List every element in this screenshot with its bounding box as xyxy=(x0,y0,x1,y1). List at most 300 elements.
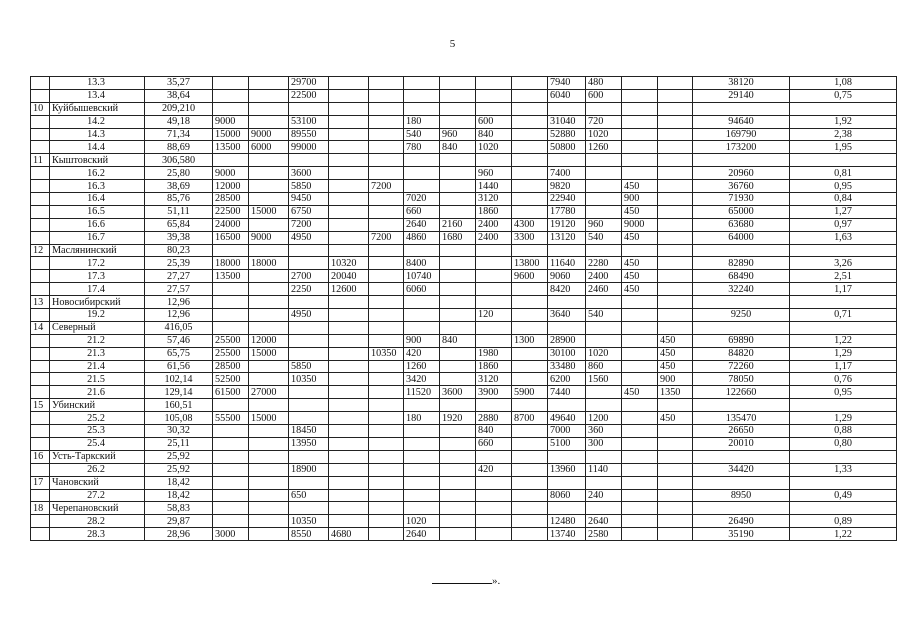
table-cell xyxy=(404,89,440,102)
table-cell xyxy=(622,167,658,180)
table-cell: 960 xyxy=(586,218,622,231)
table-cell: 13800 xyxy=(512,257,548,270)
table-cell: 12 xyxy=(31,244,50,257)
table-cell xyxy=(512,283,548,296)
table-cell: 1980 xyxy=(476,347,512,360)
table-cell xyxy=(213,102,249,115)
table-cell: 38,69 xyxy=(145,180,213,193)
table-cell xyxy=(404,321,440,334)
table-cell: 7200 xyxy=(369,180,404,193)
table-cell: 35190 xyxy=(693,528,790,541)
table-cell: 28500 xyxy=(213,360,249,373)
table-row xyxy=(31,167,897,180)
table-cell: 900 xyxy=(658,373,693,386)
table-cell: 10350 xyxy=(289,373,329,386)
table-cell xyxy=(329,193,369,206)
table-cell xyxy=(790,321,897,334)
table-cell xyxy=(329,77,369,90)
table-cell: 840 xyxy=(440,334,476,347)
table-cell: 65000 xyxy=(693,205,790,218)
table-cell xyxy=(249,218,289,231)
table-cell: 3600 xyxy=(289,167,329,180)
table-row xyxy=(31,528,897,541)
table-cell xyxy=(622,373,658,386)
table-cell: 25,11 xyxy=(145,437,213,450)
table-cell xyxy=(249,283,289,296)
table-cell: 540 xyxy=(586,231,622,244)
table-cell xyxy=(31,205,50,218)
table-cell xyxy=(658,115,693,128)
table-cell xyxy=(369,205,404,218)
table-cell: 1020 xyxy=(586,128,622,141)
table-cell: 33480 xyxy=(548,360,586,373)
table-cell: 1300 xyxy=(512,334,548,347)
table-cell xyxy=(249,167,289,180)
table-cell xyxy=(658,399,693,412)
table-cell: 3120 xyxy=(476,193,512,206)
table-cell: 450 xyxy=(622,270,658,283)
table-cell xyxy=(31,425,50,438)
table-cell: 18000 xyxy=(213,257,249,270)
table-cell xyxy=(476,257,512,270)
table-cell xyxy=(658,218,693,231)
table-cell: 5850 xyxy=(289,360,329,373)
table-cell xyxy=(404,296,440,309)
table-cell: 15000 xyxy=(249,205,289,218)
table-cell xyxy=(548,399,586,412)
table-cell xyxy=(658,321,693,334)
table-cell: 3640 xyxy=(548,309,586,322)
table-cell: 52500 xyxy=(213,373,249,386)
table-cell: 84820 xyxy=(693,347,790,360)
table-cell: 0,97 xyxy=(790,218,897,231)
table-cell: 1,29 xyxy=(790,347,897,360)
table-cell xyxy=(329,115,369,128)
table-cell: 0,75 xyxy=(790,89,897,102)
table-row xyxy=(31,231,897,244)
table-cell xyxy=(693,154,790,167)
table-cell xyxy=(548,502,586,515)
table-cell xyxy=(693,321,790,334)
table-cell: 102,14 xyxy=(145,373,213,386)
table-cell xyxy=(440,399,476,412)
table-cell xyxy=(476,502,512,515)
table-cell xyxy=(31,463,50,476)
table-cell: 9250 xyxy=(693,309,790,322)
table-cell: 14.3 xyxy=(50,128,145,141)
table-cell: 88,69 xyxy=(145,141,213,154)
table-cell xyxy=(476,528,512,541)
table-cell: 16500 xyxy=(213,231,249,244)
table-cell xyxy=(658,205,693,218)
table-cell: 1860 xyxy=(476,205,512,218)
table-cell: 24000 xyxy=(213,218,249,231)
table-cell xyxy=(404,102,440,115)
table-cell: Убинский xyxy=(50,399,145,412)
table-cell: 11 xyxy=(31,154,50,167)
table-cell: 12000 xyxy=(249,334,289,347)
table-cell: 7000 xyxy=(548,425,586,438)
table-cell: 12,96 xyxy=(145,296,213,309)
table-cell xyxy=(329,309,369,322)
table-cell xyxy=(790,244,897,257)
table-cell xyxy=(329,373,369,386)
table-cell xyxy=(289,412,329,425)
table-cell: 20010 xyxy=(693,437,790,450)
table-row xyxy=(31,425,897,438)
table-cell xyxy=(658,309,693,322)
table-cell xyxy=(512,193,548,206)
table-cell: 1260 xyxy=(586,141,622,154)
table-cell xyxy=(369,373,404,386)
table-cell xyxy=(548,244,586,257)
table-cell: 13.4 xyxy=(50,89,145,102)
table-cell: 2640 xyxy=(404,528,440,541)
table-cell: 8060 xyxy=(548,489,586,502)
table-cell xyxy=(404,450,440,463)
table-cell: 18900 xyxy=(289,463,329,476)
table-cell xyxy=(440,257,476,270)
table-cell: 10320 xyxy=(329,257,369,270)
table-cell xyxy=(440,373,476,386)
table-cell: 16.7 xyxy=(50,231,145,244)
table-cell: 780 xyxy=(404,141,440,154)
table-cell: 450 xyxy=(622,257,658,270)
table-cell xyxy=(289,476,329,489)
table-cell: 10350 xyxy=(289,515,329,528)
table-cell: 27.2 xyxy=(50,489,145,502)
table-cell: 3420 xyxy=(404,373,440,386)
table-cell: 9820 xyxy=(548,180,586,193)
table-cell xyxy=(404,167,440,180)
district-row xyxy=(31,502,897,515)
table-cell: 480 xyxy=(586,77,622,90)
table-cell xyxy=(548,450,586,463)
table-cell: 2280 xyxy=(586,257,622,270)
table-cell: 69890 xyxy=(693,334,790,347)
table-cell xyxy=(369,218,404,231)
table-cell xyxy=(249,77,289,90)
table-cell xyxy=(213,399,249,412)
table-row xyxy=(31,77,897,90)
table-cell xyxy=(369,476,404,489)
table-cell xyxy=(369,309,404,322)
table-cell xyxy=(790,450,897,463)
table-row xyxy=(31,347,897,360)
table-cell: 94640 xyxy=(693,115,790,128)
table-cell: 14.4 xyxy=(50,141,145,154)
table-cell: 13740 xyxy=(548,528,586,541)
table-cell xyxy=(249,296,289,309)
table-cell: 6040 xyxy=(548,89,586,102)
table-cell xyxy=(622,296,658,309)
table-cell: 1,17 xyxy=(790,283,897,296)
table-cell xyxy=(249,489,289,502)
table-cell xyxy=(622,347,658,360)
table-cell: 29700 xyxy=(289,77,329,90)
table-cell: 26.2 xyxy=(50,463,145,476)
table-cell: 16.4 xyxy=(50,193,145,206)
table-cell: 12480 xyxy=(548,515,586,528)
table-cell: 1020 xyxy=(476,141,512,154)
table-cell: 1,22 xyxy=(790,334,897,347)
table-cell xyxy=(329,360,369,373)
table-cell xyxy=(31,77,50,90)
table-cell xyxy=(329,463,369,476)
table-cell: 2400 xyxy=(476,218,512,231)
table-cell xyxy=(369,193,404,206)
table-cell: 89550 xyxy=(289,128,329,141)
table-cell xyxy=(31,528,50,541)
table-cell xyxy=(440,283,476,296)
table-cell: 2700 xyxy=(289,270,329,283)
table-cell xyxy=(476,515,512,528)
table-cell: 450 xyxy=(622,386,658,399)
table-cell xyxy=(440,502,476,515)
table-cell xyxy=(622,154,658,167)
table-cell: 15 xyxy=(31,399,50,412)
table-cell xyxy=(586,386,622,399)
table-cell xyxy=(586,154,622,167)
table-cell xyxy=(249,193,289,206)
table-cell xyxy=(369,141,404,154)
table-cell xyxy=(440,180,476,193)
table-cell xyxy=(622,321,658,334)
table-cell xyxy=(249,463,289,476)
table-cell: 860 xyxy=(586,360,622,373)
table-cell: 4950 xyxy=(289,309,329,322)
table-cell: 840 xyxy=(476,425,512,438)
table-cell xyxy=(693,296,790,309)
table-cell: 17.4 xyxy=(50,283,145,296)
table-cell xyxy=(622,437,658,450)
table-cell: 0,84 xyxy=(790,193,897,206)
table-cell: 1020 xyxy=(404,515,440,528)
table-cell xyxy=(289,154,329,167)
table-cell xyxy=(369,296,404,309)
table-cell xyxy=(369,386,404,399)
table-cell xyxy=(369,528,404,541)
table-cell xyxy=(622,128,658,141)
table-cell xyxy=(622,360,658,373)
table-cell: 8700 xyxy=(512,412,548,425)
table-cell xyxy=(658,154,693,167)
table-cell xyxy=(693,399,790,412)
table-cell xyxy=(476,296,512,309)
table-cell xyxy=(249,476,289,489)
table-row xyxy=(31,89,897,102)
table-cell: 450 xyxy=(658,412,693,425)
table-cell xyxy=(440,360,476,373)
table-cell: 1020 xyxy=(586,347,622,360)
table-cell: 18,42 xyxy=(145,476,213,489)
district-row xyxy=(31,102,897,115)
table-row xyxy=(31,128,897,141)
table-cell xyxy=(586,102,622,115)
table-cell xyxy=(658,193,693,206)
table-cell xyxy=(369,244,404,257)
table-cell: 25,80 xyxy=(145,167,213,180)
table-cell xyxy=(31,386,50,399)
table-row xyxy=(31,334,897,347)
table-cell xyxy=(790,476,897,489)
table-cell: 600 xyxy=(586,89,622,102)
table-cell xyxy=(404,309,440,322)
table-cell xyxy=(440,437,476,450)
table-cell xyxy=(586,321,622,334)
table-cell xyxy=(440,528,476,541)
table-cell: 16.5 xyxy=(50,205,145,218)
table-cell: 10740 xyxy=(404,270,440,283)
table-cell: 840 xyxy=(440,141,476,154)
table-cell: 0,71 xyxy=(790,309,897,322)
table-cell: 19.2 xyxy=(50,309,145,322)
table-cell: 450 xyxy=(658,334,693,347)
table-cell: 28.2 xyxy=(50,515,145,528)
table-cell: 2400 xyxy=(476,231,512,244)
table-cell xyxy=(622,450,658,463)
table-row xyxy=(31,180,897,193)
table-cell xyxy=(790,102,897,115)
table-cell: 35,27 xyxy=(145,77,213,90)
table-cell: 82890 xyxy=(693,257,790,270)
table-cell: 173200 xyxy=(693,141,790,154)
table-cell xyxy=(369,489,404,502)
table-cell xyxy=(249,515,289,528)
table-cell: 1680 xyxy=(440,231,476,244)
table-cell xyxy=(512,347,548,360)
table-cell: 19120 xyxy=(548,218,586,231)
table-cell: 6060 xyxy=(404,283,440,296)
table-cell: 8400 xyxy=(404,257,440,270)
table-cell xyxy=(249,321,289,334)
table-cell: 17780 xyxy=(548,205,586,218)
table-cell xyxy=(586,193,622,206)
table-row xyxy=(31,386,897,399)
table-cell: 99000 xyxy=(289,141,329,154)
table-cell xyxy=(658,502,693,515)
table-cell: 180 xyxy=(404,412,440,425)
table-cell xyxy=(440,102,476,115)
table-cell xyxy=(31,489,50,502)
district-row xyxy=(31,450,897,463)
table-row xyxy=(31,489,897,502)
table-cell: 0,76 xyxy=(790,373,897,386)
table-cell xyxy=(31,128,50,141)
table-cell xyxy=(329,489,369,502)
table-cell: 1,08 xyxy=(790,77,897,90)
table-cell: 7400 xyxy=(548,167,586,180)
table-cell: 11640 xyxy=(548,257,586,270)
table-cell xyxy=(249,373,289,386)
table-cell: 21.2 xyxy=(50,334,145,347)
table-cell: 18,42 xyxy=(145,489,213,502)
table-cell: 2640 xyxy=(586,515,622,528)
table-cell xyxy=(658,463,693,476)
table-cell xyxy=(512,115,548,128)
table-cell: 300 xyxy=(586,437,622,450)
table-cell xyxy=(622,476,658,489)
table-cell: 63680 xyxy=(693,218,790,231)
table-cell: 0,80 xyxy=(790,437,897,450)
table-cell: 28500 xyxy=(213,193,249,206)
table-cell xyxy=(476,77,512,90)
table-cell xyxy=(31,193,50,206)
table-cell: 900 xyxy=(622,193,658,206)
table-cell xyxy=(512,141,548,154)
table-cell xyxy=(512,309,548,322)
table-cell xyxy=(369,257,404,270)
table-cell xyxy=(440,515,476,528)
table-row xyxy=(31,412,897,425)
table-cell: 1860 xyxy=(476,360,512,373)
table-cell xyxy=(31,360,50,373)
table-cell xyxy=(476,270,512,283)
table-cell: 10 xyxy=(31,102,50,115)
table-cell: 21.5 xyxy=(50,373,145,386)
table-cell: 306,580 xyxy=(145,154,213,167)
table-cell: 3120 xyxy=(476,373,512,386)
table-cell xyxy=(213,154,249,167)
table-cell xyxy=(658,476,693,489)
table-cell: 6000 xyxy=(249,141,289,154)
table-cell xyxy=(369,154,404,167)
table-cell: 1,33 xyxy=(790,463,897,476)
table-cell: 12000 xyxy=(213,180,249,193)
table-cell xyxy=(586,244,622,257)
table-cell: 2460 xyxy=(586,283,622,296)
table-cell xyxy=(404,180,440,193)
table-cell: 129,14 xyxy=(145,386,213,399)
table-cell: 2160 xyxy=(440,218,476,231)
table-cell xyxy=(404,77,440,90)
table-cell: 1260 xyxy=(404,360,440,373)
table-cell: 4860 xyxy=(404,231,440,244)
table-cell xyxy=(213,476,249,489)
table-cell xyxy=(369,450,404,463)
table-cell: 7020 xyxy=(404,193,440,206)
table-cell xyxy=(512,515,548,528)
table-cell xyxy=(440,321,476,334)
table-cell: 65,84 xyxy=(145,218,213,231)
table-cell xyxy=(658,437,693,450)
table-cell xyxy=(369,128,404,141)
table-cell: 71930 xyxy=(693,193,790,206)
table-cell: 3900 xyxy=(476,386,512,399)
table-cell: 420 xyxy=(404,347,440,360)
table-cell xyxy=(658,128,693,141)
table-cell: 9450 xyxy=(289,193,329,206)
table-cell xyxy=(404,502,440,515)
table-cell xyxy=(440,154,476,167)
table-cell xyxy=(329,89,369,102)
table-cell: 25,92 xyxy=(145,450,213,463)
table-cell xyxy=(213,309,249,322)
table-cell xyxy=(249,528,289,541)
table-cell: 6200 xyxy=(548,373,586,386)
table-cell: 900 xyxy=(404,334,440,347)
district-row xyxy=(31,154,897,167)
table-cell: 17.3 xyxy=(50,270,145,283)
table-cell xyxy=(440,167,476,180)
table-cell: Куйбышевский xyxy=(50,102,145,115)
table-cell: 5900 xyxy=(512,386,548,399)
table-cell: 4300 xyxy=(512,218,548,231)
table-cell xyxy=(289,502,329,515)
table-cell: 840 xyxy=(476,128,512,141)
table-cell xyxy=(31,270,50,283)
table-cell xyxy=(213,489,249,502)
